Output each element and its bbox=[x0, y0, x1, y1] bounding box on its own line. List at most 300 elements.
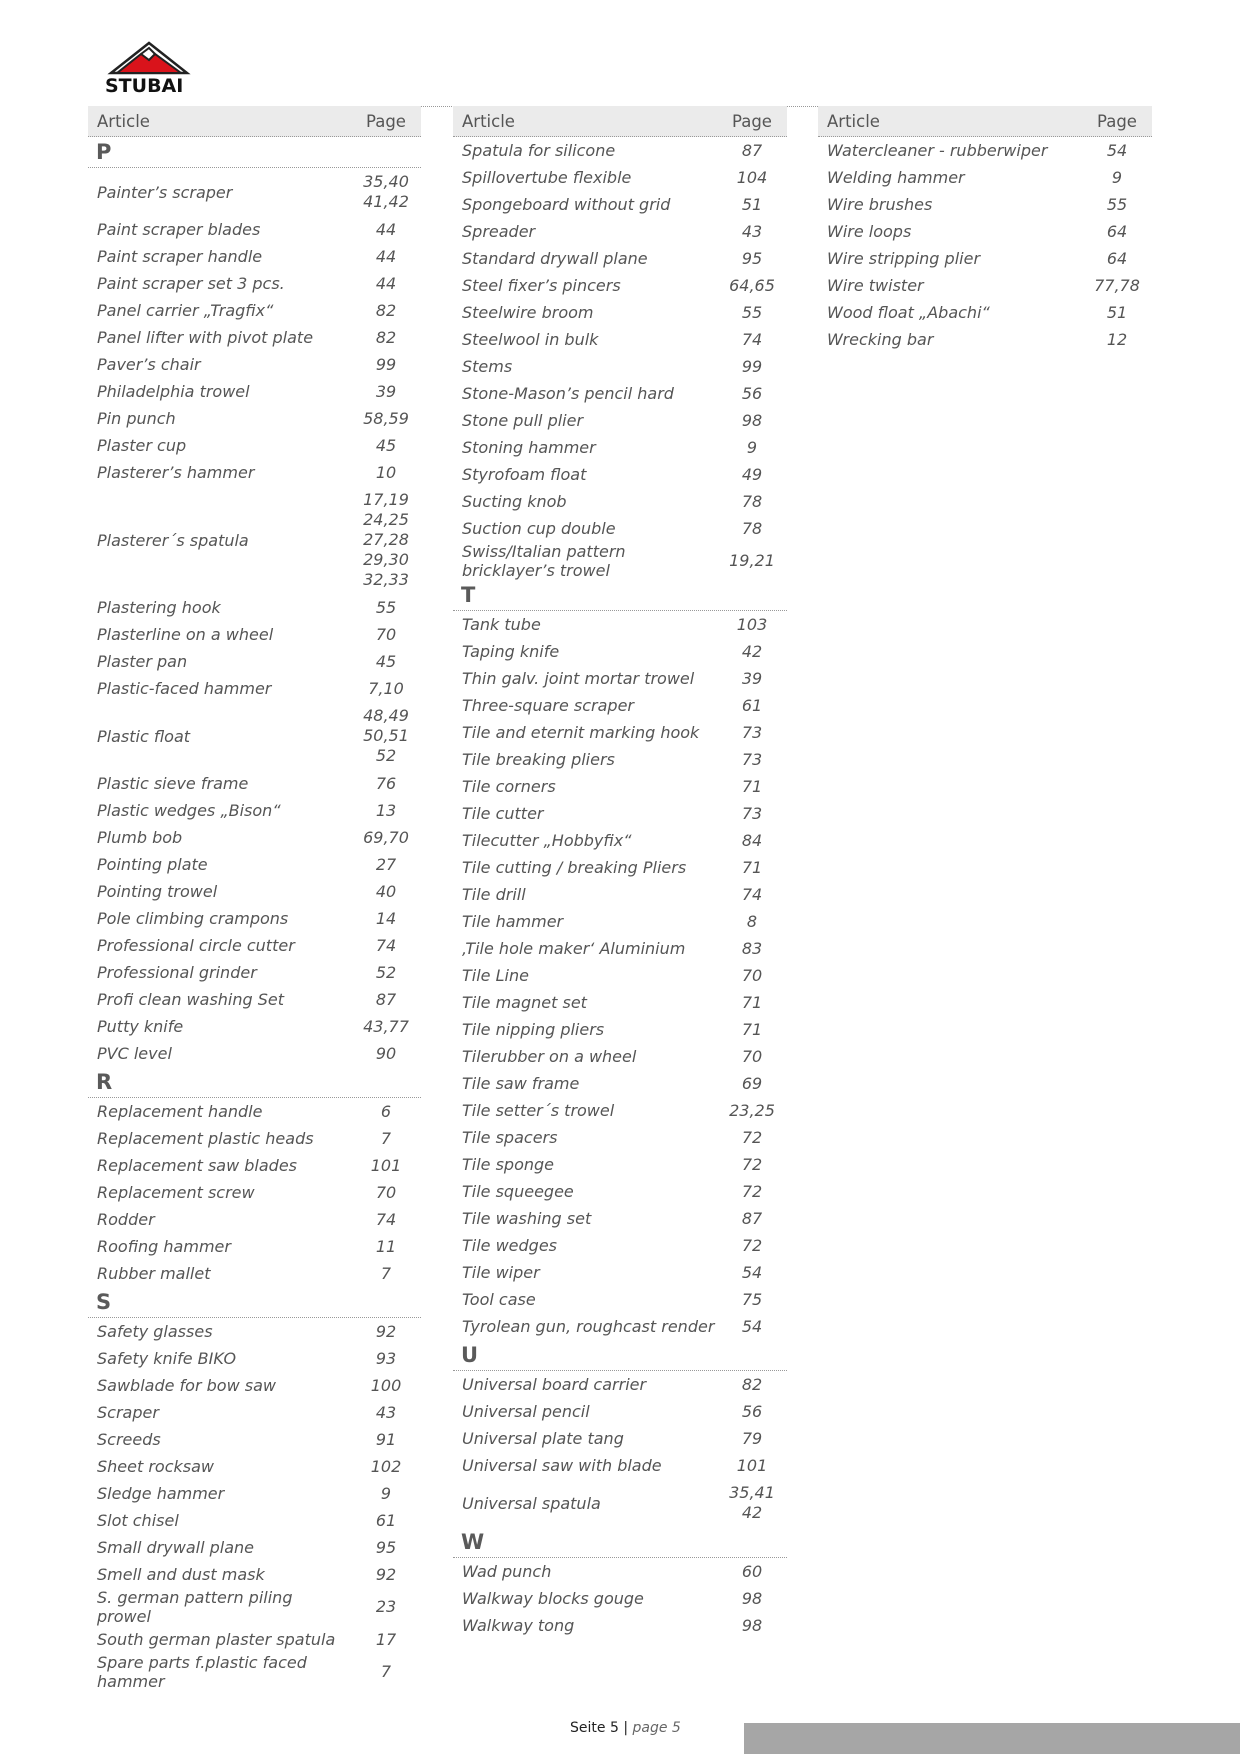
page-number: 82 bbox=[375, 327, 397, 347]
page-number: 71 bbox=[741, 776, 763, 796]
page-number: 56 bbox=[741, 383, 763, 403]
page-ref bbox=[717, 1562, 787, 1582]
page-number: 60 bbox=[741, 1561, 763, 1581]
page-number: 51 bbox=[741, 194, 763, 214]
page-ref bbox=[717, 249, 787, 269]
page-ref bbox=[1082, 330, 1152, 350]
index-row bbox=[88, 351, 421, 378]
page-ref bbox=[717, 357, 787, 377]
page-number: 43,77 bbox=[363, 1016, 409, 1036]
page-number: 70 bbox=[741, 1046, 763, 1066]
page-number: 92 bbox=[375, 1321, 397, 1341]
article-name: Wood float „Abachi“ bbox=[827, 303, 990, 322]
page-ref bbox=[351, 382, 421, 402]
article-name: Paint scraper blades bbox=[97, 220, 261, 239]
page-number: 72 bbox=[741, 1127, 763, 1147]
article-name: Wire loops bbox=[827, 222, 912, 241]
page-header: Page bbox=[732, 111, 772, 131]
index-row bbox=[453, 1205, 787, 1232]
article-name: Tool case bbox=[462, 1290, 536, 1309]
page-number: 54 bbox=[1106, 140, 1128, 160]
index-row bbox=[453, 989, 787, 1016]
page-number: 91 bbox=[375, 1429, 397, 1449]
footer-bar bbox=[744, 1723, 1240, 1754]
page-number: 45 bbox=[375, 651, 397, 671]
page-number: 70 bbox=[375, 624, 397, 644]
index-row bbox=[88, 1206, 421, 1233]
article-name: Universal pencil bbox=[462, 1402, 590, 1421]
index-row bbox=[453, 1585, 787, 1612]
index-row bbox=[88, 459, 421, 486]
page-number: 64 bbox=[1106, 221, 1128, 241]
index-row bbox=[88, 905, 421, 932]
article-name: Styrofoam float bbox=[462, 465, 587, 484]
index-row bbox=[88, 648, 421, 675]
article-name: Walkway tong bbox=[462, 1616, 575, 1635]
index-row bbox=[453, 1479, 787, 1527]
article-name: Replacement saw blades bbox=[97, 1156, 297, 1175]
page-ref bbox=[717, 195, 787, 215]
page-number: 84 bbox=[741, 830, 763, 850]
page-ref bbox=[717, 551, 787, 571]
index-row bbox=[453, 164, 787, 191]
page-number: 23,25 bbox=[729, 1100, 775, 1120]
article-name: Pin punch bbox=[97, 409, 176, 428]
article-name: Tile Line bbox=[462, 966, 529, 985]
index-row bbox=[818, 326, 1152, 353]
index-row bbox=[453, 191, 787, 218]
index-row bbox=[88, 770, 421, 797]
index-row bbox=[453, 1425, 787, 1452]
page-number: 61 bbox=[741, 695, 763, 715]
page-number: 82 bbox=[741, 1374, 763, 1394]
index-row bbox=[88, 1013, 421, 1040]
article-name: Tile wedges bbox=[462, 1236, 558, 1255]
page-ref bbox=[351, 1376, 421, 1396]
article-name: Spare parts f.plastic faced hammer bbox=[97, 1653, 307, 1691]
page-ref bbox=[1082, 168, 1152, 188]
article-name: Welding hammer bbox=[827, 168, 965, 187]
index-row bbox=[453, 1286, 787, 1313]
page-number: 51 bbox=[1106, 302, 1128, 322]
page-ref bbox=[351, 1183, 421, 1203]
page-ref bbox=[1082, 222, 1152, 242]
page-ref bbox=[717, 411, 787, 431]
index-row bbox=[453, 1398, 787, 1425]
page-number: 32,33 bbox=[363, 570, 409, 589]
article-name: Tyrolean gun, roughcast render bbox=[462, 1317, 715, 1336]
article-name: Tile squeegee bbox=[462, 1182, 574, 1201]
page-ref bbox=[1082, 249, 1152, 269]
page-number: 73 bbox=[741, 803, 763, 823]
page-number: 56 bbox=[741, 1401, 763, 1421]
page-ref bbox=[717, 1429, 787, 1449]
page-ref bbox=[351, 172, 421, 212]
article-name: Paint scraper handle bbox=[97, 247, 263, 266]
index-row bbox=[88, 959, 421, 986]
article-name: Smell and dust mask bbox=[97, 1565, 265, 1584]
page-ref bbox=[351, 855, 421, 875]
article-header: Article bbox=[462, 111, 515, 131]
page-number: 72 bbox=[741, 1154, 763, 1174]
article-name: Screeds bbox=[97, 1430, 161, 1449]
index-row bbox=[453, 245, 787, 272]
index-row bbox=[453, 719, 787, 746]
article-name: Roofing hammer bbox=[97, 1237, 231, 1256]
index-row bbox=[88, 1345, 421, 1372]
page-ref bbox=[351, 598, 421, 618]
page-number: 7 bbox=[380, 1263, 392, 1283]
index-row bbox=[453, 1313, 787, 1340]
index-row bbox=[453, 137, 787, 164]
page-number: 90 bbox=[375, 1043, 397, 1063]
index-row bbox=[453, 692, 787, 719]
page-number: 13 bbox=[375, 800, 397, 820]
page-number: 74 bbox=[741, 884, 763, 904]
page-ref bbox=[351, 1322, 421, 1342]
page-ref bbox=[1082, 195, 1152, 215]
page-ref bbox=[717, 750, 787, 770]
index-row bbox=[453, 326, 787, 353]
page-ref bbox=[351, 1484, 421, 1504]
page-number: 8 bbox=[746, 911, 758, 931]
page-ref bbox=[351, 828, 421, 848]
article-name: Plastic-faced hammer bbox=[97, 679, 272, 698]
index-row bbox=[453, 407, 787, 434]
page-ref bbox=[351, 1210, 421, 1230]
article-name: Tank tube bbox=[462, 615, 541, 634]
article-name: S. german pattern piling prowel bbox=[97, 1588, 293, 1626]
page-number: 19,21 bbox=[729, 551, 775, 570]
page-ref bbox=[717, 804, 787, 824]
page-ref bbox=[717, 330, 787, 350]
article-name: Stone pull plier bbox=[462, 411, 584, 430]
page-number: 9 bbox=[746, 437, 758, 457]
column-header bbox=[88, 106, 421, 137]
page-ref bbox=[351, 882, 421, 902]
index-row bbox=[453, 908, 787, 935]
index-row bbox=[88, 621, 421, 648]
article-name: Universal plate tang bbox=[462, 1429, 624, 1448]
article-name: Tile breaking pliers bbox=[462, 750, 615, 769]
page-ref bbox=[351, 1264, 421, 1284]
page-number: 79 bbox=[741, 1428, 763, 1448]
article-name: Pole climbing crampons bbox=[97, 909, 289, 928]
article-name: Watercleaner - rubberwiper bbox=[827, 141, 1048, 160]
index-row bbox=[88, 378, 421, 405]
page-number: 54 bbox=[741, 1316, 763, 1336]
page-number: 72 bbox=[741, 1235, 763, 1255]
page-number: 58,59 bbox=[363, 408, 409, 428]
index-row bbox=[453, 299, 787, 326]
page-ref bbox=[351, 909, 421, 929]
page-ref bbox=[717, 1182, 787, 1202]
index-row bbox=[453, 1124, 787, 1151]
page-number: 74 bbox=[375, 1209, 397, 1229]
page-ref bbox=[717, 831, 787, 851]
index-row bbox=[453, 434, 787, 461]
page-ref bbox=[717, 723, 787, 743]
page-number: 44 bbox=[375, 219, 397, 239]
page-ref bbox=[717, 1402, 787, 1422]
page-ref bbox=[717, 1047, 787, 1067]
article-name: Philadelphia trowel bbox=[97, 382, 250, 401]
page-number: 98 bbox=[741, 410, 763, 430]
section-letter: P bbox=[88, 137, 421, 168]
index-row bbox=[88, 594, 421, 621]
index-row bbox=[818, 299, 1152, 326]
index-row bbox=[453, 800, 787, 827]
page-number: 99 bbox=[375, 354, 397, 374]
page-ref bbox=[351, 625, 421, 645]
index-row bbox=[453, 218, 787, 245]
page-number: 83 bbox=[741, 938, 763, 958]
page-number: 24,25 bbox=[363, 510, 409, 529]
page-ref bbox=[351, 1349, 421, 1369]
page-ref bbox=[717, 1074, 787, 1094]
page-number: 50,51 bbox=[363, 726, 409, 745]
article-name: Walkway blocks gouge bbox=[462, 1589, 644, 1608]
index-row bbox=[453, 854, 787, 881]
index-row bbox=[88, 1534, 421, 1561]
index-column-2 bbox=[453, 106, 787, 1639]
index-row bbox=[453, 746, 787, 773]
article-name: Sheet rocksaw bbox=[97, 1457, 214, 1476]
article-name: Plasterline on a wheel bbox=[97, 625, 274, 644]
index-row bbox=[453, 881, 787, 908]
page-ref bbox=[717, 1616, 787, 1636]
page-number: 9 bbox=[1111, 167, 1123, 187]
page-number: 104 bbox=[736, 167, 768, 187]
article-name: Plastic wedges „Bison“ bbox=[97, 801, 281, 820]
page-ref bbox=[717, 642, 787, 662]
page-ref bbox=[717, 276, 787, 296]
page-ref bbox=[717, 858, 787, 878]
article-name: Swiss/Italian pattern bricklayer’s trowel bbox=[462, 542, 626, 580]
page-number: 23 bbox=[375, 1597, 397, 1616]
page-number: 42 bbox=[741, 641, 763, 661]
article-name: Plaster pan bbox=[97, 652, 188, 671]
page-number: 92 bbox=[375, 1564, 397, 1584]
page-ref bbox=[351, 936, 421, 956]
section-letter: T bbox=[453, 580, 787, 611]
index-row bbox=[88, 1179, 421, 1206]
index-row bbox=[88, 1233, 421, 1260]
index-row bbox=[453, 1016, 787, 1043]
page-number: 72 bbox=[741, 1181, 763, 1201]
page-ref bbox=[717, 1263, 787, 1283]
page-ref bbox=[351, 301, 421, 321]
page-ref bbox=[351, 652, 421, 672]
article-name: Tile washing set bbox=[462, 1209, 592, 1228]
page-ref bbox=[717, 1317, 787, 1337]
page-number: 54 bbox=[741, 1262, 763, 1282]
page-ref bbox=[717, 1483, 787, 1523]
article-name: Tile hammer bbox=[462, 912, 564, 931]
page-number: 55 bbox=[1106, 194, 1128, 214]
logo-wordmark: STUBAI bbox=[105, 75, 184, 96]
page-ref bbox=[351, 1129, 421, 1149]
article-name: Spreader bbox=[462, 222, 536, 241]
page-number: 52 bbox=[375, 746, 397, 765]
article-name: Panel lifter with pivot plate bbox=[97, 328, 314, 347]
index-row bbox=[453, 488, 787, 515]
index-row bbox=[88, 1372, 421, 1399]
page-ref bbox=[351, 963, 421, 983]
page-number: 103 bbox=[736, 614, 768, 634]
page-number: 71 bbox=[741, 857, 763, 877]
index-row bbox=[88, 1318, 421, 1345]
footer-seite: Seite 5 bbox=[570, 1720, 619, 1736]
article-name: ‚Tile hole maker‘ Aluminium bbox=[462, 939, 686, 958]
page-number: 14 bbox=[375, 908, 397, 928]
page-ref bbox=[351, 1156, 421, 1176]
article-name: Wad punch bbox=[462, 1562, 552, 1581]
page-number: 99 bbox=[741, 356, 763, 376]
page-number: 82 bbox=[375, 300, 397, 320]
page-number: 101 bbox=[736, 1455, 768, 1475]
page-number: 101 bbox=[370, 1155, 402, 1175]
page-ref bbox=[351, 1597, 421, 1617]
index-row bbox=[88, 297, 421, 324]
index-row bbox=[453, 665, 787, 692]
article-name: Plasterer’s hammer bbox=[97, 463, 255, 482]
index-row bbox=[453, 461, 787, 488]
index-row bbox=[453, 542, 787, 580]
page-number: 87 bbox=[741, 1208, 763, 1228]
index-row bbox=[88, 1152, 421, 1179]
page-number: 55 bbox=[741, 302, 763, 322]
article-name: Tile saw frame bbox=[462, 1074, 580, 1093]
page-ref bbox=[351, 355, 421, 375]
page-number: 98 bbox=[741, 1615, 763, 1635]
page-ref bbox=[351, 801, 421, 821]
article-header: Article bbox=[827, 111, 880, 131]
index-row bbox=[88, 986, 421, 1013]
index-row bbox=[453, 1097, 787, 1124]
page-number: 55 bbox=[375, 597, 397, 617]
article-name: Replacement plastic heads bbox=[97, 1129, 314, 1148]
article-name: Plastic sieve frame bbox=[97, 774, 249, 793]
page-number: 95 bbox=[375, 1537, 397, 1557]
index-row bbox=[88, 1426, 421, 1453]
article-name: Slot chisel bbox=[97, 1511, 179, 1530]
index-row bbox=[818, 191, 1152, 218]
index-row bbox=[453, 1178, 787, 1205]
index-row bbox=[453, 773, 787, 800]
page-number: 87 bbox=[375, 989, 397, 1009]
index-row bbox=[818, 218, 1152, 245]
index-row bbox=[88, 405, 421, 432]
page-number: 42 bbox=[741, 1503, 763, 1522]
page-number: 43 bbox=[741, 221, 763, 241]
page-number: 10 bbox=[375, 462, 397, 482]
page-header: Page bbox=[1097, 111, 1137, 131]
article-name: Plumb bob bbox=[97, 828, 183, 847]
article-name: Wire twister bbox=[827, 276, 924, 295]
index-row bbox=[818, 137, 1152, 164]
page-number: 27 bbox=[375, 854, 397, 874]
page-ref bbox=[717, 1128, 787, 1148]
section-letter: U bbox=[453, 1340, 787, 1371]
index-row bbox=[453, 1070, 787, 1097]
article-name: Tile nipping pliers bbox=[462, 1020, 605, 1039]
article-name: Pointing trowel bbox=[97, 882, 218, 901]
page-ref bbox=[717, 696, 787, 716]
page-number: 40 bbox=[375, 881, 397, 901]
index-row bbox=[88, 1125, 421, 1152]
page-number: 75 bbox=[741, 1289, 763, 1309]
page-number: 6 bbox=[380, 1101, 392, 1121]
page-number: 78 bbox=[741, 491, 763, 511]
page-ref bbox=[717, 1589, 787, 1609]
page-ref bbox=[351, 1102, 421, 1122]
article-name: Wrecking bar bbox=[827, 330, 934, 349]
article-name: Tile spacers bbox=[462, 1128, 558, 1147]
article-name: Panel carrier „Tragfix“ bbox=[97, 301, 274, 320]
page-number: 102 bbox=[370, 1456, 402, 1476]
index-row bbox=[453, 1371, 787, 1398]
index-row bbox=[88, 1453, 421, 1480]
page-ref bbox=[717, 993, 787, 1013]
article-name: Universal spatula bbox=[462, 1493, 601, 1513]
index-row bbox=[88, 702, 421, 770]
page-number: 44 bbox=[375, 273, 397, 293]
article-name: Steelwool in bulk bbox=[462, 330, 599, 349]
article-name: Rodder bbox=[97, 1210, 155, 1229]
index-row bbox=[88, 1507, 421, 1534]
article-name: Tile drill bbox=[462, 885, 526, 904]
page-number: 35,40 bbox=[363, 172, 409, 191]
article-name: Paver’s chair bbox=[97, 355, 201, 374]
index-row bbox=[453, 1558, 787, 1585]
page-ref bbox=[351, 409, 421, 429]
article-name: Steel fixer’s pincers bbox=[462, 276, 621, 295]
page-ref bbox=[1082, 141, 1152, 161]
article-name: Steelwire broom bbox=[462, 303, 594, 322]
page-number: 74 bbox=[375, 935, 397, 955]
article-name: Tilerubber on a wheel bbox=[462, 1047, 637, 1066]
page-ref bbox=[717, 966, 787, 986]
page-ref bbox=[717, 669, 787, 689]
page-number: 29,30 bbox=[363, 550, 409, 569]
page-ref bbox=[717, 1375, 787, 1395]
page-ref bbox=[351, 247, 421, 267]
section-letter: S bbox=[88, 1287, 421, 1318]
page-ref bbox=[351, 1430, 421, 1450]
article-name: Safety knife BIKO bbox=[97, 1349, 237, 1368]
page-ref bbox=[717, 1290, 787, 1310]
article-name: Plastering hook bbox=[97, 598, 221, 617]
page-number: 73 bbox=[741, 749, 763, 769]
page-ref bbox=[717, 492, 787, 512]
page-ref bbox=[351, 679, 421, 699]
index-row bbox=[453, 611, 787, 638]
page-number: 70 bbox=[741, 965, 763, 985]
page-number: 12 bbox=[1106, 329, 1128, 349]
page-number: 95 bbox=[741, 248, 763, 268]
index-row bbox=[818, 245, 1152, 272]
page-number: 7 bbox=[380, 1128, 392, 1148]
article-name: Plasterer´s spatula bbox=[97, 530, 249, 550]
page-ref bbox=[717, 912, 787, 932]
page-number: 64 bbox=[1106, 248, 1128, 268]
article-name: Thin galv. joint mortar trowel bbox=[462, 669, 695, 688]
page-ref bbox=[717, 519, 787, 539]
article-name: Spillovertube flexible bbox=[462, 168, 632, 187]
index-row bbox=[88, 1626, 421, 1653]
page-number: 49 bbox=[741, 464, 763, 484]
